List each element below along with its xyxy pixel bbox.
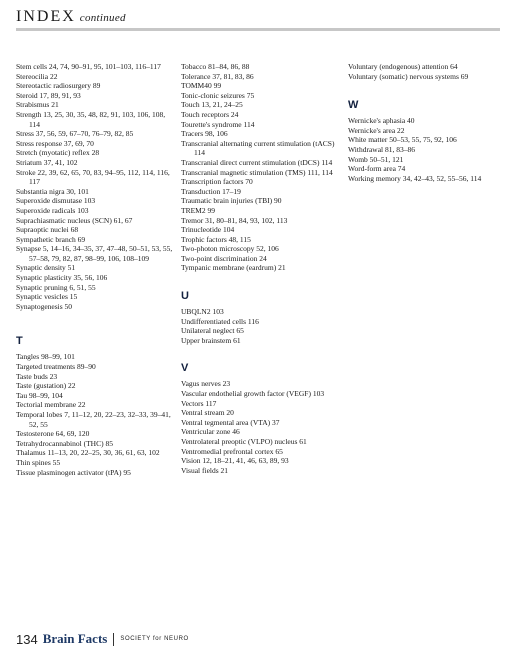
index-entry: Withdrawal 81, 83–86 xyxy=(348,144,415,154)
index-entry: Stereotactic radiosurgery 89 xyxy=(16,81,101,91)
index-entry: Superoxide dismutase 103 xyxy=(16,196,96,206)
index-entry: Undifferentiated cells 116 xyxy=(181,316,259,326)
index-entry: Transcription factors 70 xyxy=(181,177,253,187)
index-entry: Ventral tegmental area (VTA) 37 xyxy=(181,417,280,427)
index-entry: Womb 50–51, 121 xyxy=(348,154,404,164)
index-entry: Stress 37, 56, 59, 67–70, 76–79, 82, 85 xyxy=(16,129,134,139)
index-entry: Targeted treatments 89–90 xyxy=(16,362,96,372)
index-entry: Strabismus 21 xyxy=(16,100,59,110)
index-entry: Stroke 22, 39, 62, 65, 70, 83, 94–95, 112, 114, 116, 117 xyxy=(16,167,170,187)
index-entry: Visual fields 21 xyxy=(181,465,229,475)
index-title-continued: continued xyxy=(79,12,126,24)
index-entry: Superoxide radicals 103 xyxy=(16,205,89,215)
index-entry: Vectors 117 xyxy=(181,398,217,408)
index-entry: Vagus nerves 23 xyxy=(181,379,231,389)
index-entry: Wernicke's aphasia 40 xyxy=(348,116,415,126)
index-entry: Voluntary (somatic) nervous systems 69 xyxy=(348,71,469,81)
index-entry: Stereocilia 22 xyxy=(16,71,58,81)
society-logo-text: SOCIETY for NEURO xyxy=(120,636,189,642)
index-entry: Substantia nigra 30, 101 xyxy=(16,186,89,196)
index-entry: Two-point discrimination 24 xyxy=(181,253,267,263)
index-column-1 xyxy=(16,62,174,477)
index-entry: Tectorial membrane 22 xyxy=(16,400,86,410)
index-entry: Word-form area 74 xyxy=(348,164,406,174)
index-entry: TOMM40 99 xyxy=(181,81,222,91)
index-entry: Synaptic density 51 xyxy=(16,263,76,273)
index-entry: Tau 98–99, 104 xyxy=(16,390,63,400)
index-entry: Transduction 17–19 xyxy=(181,186,241,196)
index-entry: Taste (gustation) 22 xyxy=(16,381,76,391)
index-entry: Stem cells 24, 74, 90–91, 95, 101–103, 116–117 xyxy=(16,62,161,71)
index-entry: Stretch (myotatic) reflex 28 xyxy=(16,148,100,158)
index-title-main: INDEX xyxy=(16,8,76,25)
index-entry: Synaptic plasticity 35, 56, 106 xyxy=(16,273,108,283)
header-rule xyxy=(16,28,500,31)
section-letter: T xyxy=(16,335,23,348)
index-entry: Tympanic membrane (eardrum) 21 xyxy=(181,263,286,273)
index-entry: Tremor 31, 80–81, 84, 93, 102, 113 xyxy=(181,215,288,225)
index-entry: Ventral stream 20 xyxy=(181,408,234,418)
index-entry: Vision 12, 18–21, 41, 46, 63, 89, 93 xyxy=(181,456,289,466)
index-entry: Transcranial direct current stimulation (tDCS) 114 xyxy=(181,157,333,167)
index-entry: Stress response 37, 69, 70 xyxy=(16,138,94,148)
index-entry: Tissue plasminogen activator (tPA) 95 xyxy=(16,467,131,477)
index-entry: Voluntary (endogenous) attention 64 xyxy=(348,62,458,71)
index-column-3 xyxy=(348,62,500,183)
index-entry: Trinucleotide 104 xyxy=(181,225,235,235)
index-entry: Striatum 37, 41, 102 xyxy=(16,157,78,167)
index-entry: Touch receptors 24 xyxy=(181,109,239,119)
index-entry: Two-photon microscopy 52, 106 xyxy=(181,244,279,254)
footer-divider xyxy=(113,633,114,646)
section-letter: V xyxy=(181,362,189,375)
index-entry: Wernicke's area 22 xyxy=(348,125,405,135)
page-header xyxy=(16,5,500,31)
index-entry: Working memory 34, 42–43, 52, 55–56, 114 xyxy=(348,173,482,183)
index-entry: Taste buds 23 xyxy=(16,371,58,381)
index-entry: Tetrahydrocannabinol (THC) 85 xyxy=(16,438,113,448)
index-entry: Tolerance 37, 81, 83, 86 xyxy=(181,71,254,81)
index-entry: Sympathetic branch 69 xyxy=(16,234,86,244)
index-entry: Ventricular zone 46 xyxy=(181,427,240,437)
index-entry: Ventromedial prefrontal cortex 65 xyxy=(181,446,283,456)
index-entry: TREM2 99 xyxy=(181,205,215,215)
book-title: Brain Facts xyxy=(42,631,108,646)
section-letter: W xyxy=(348,99,359,112)
index-entry: Synaptogenesis 50 xyxy=(16,301,73,311)
index-entry: Tangles 98–99, 101 xyxy=(16,352,75,362)
index-entry: Ventrolateral preoptic (VLPO) nucleus 61 xyxy=(181,437,307,446)
section-letter: U xyxy=(181,290,189,303)
index-entry: Synaptic pruning 6, 51, 55 xyxy=(16,282,96,292)
page-footer xyxy=(16,631,189,647)
index-title xyxy=(16,8,126,26)
page-number: 134 xyxy=(16,631,38,647)
index-entry: Steroid 17, 89, 91, 93 xyxy=(16,90,81,100)
index-entry: Transcranial alternating current stimulation (tACS) 114 xyxy=(181,138,335,158)
index-entry: Tourette's syndrome 114 xyxy=(181,119,255,129)
index-entry: Traumatic brain injuries (TBI) 90 xyxy=(181,196,282,206)
index-entry: Touch 13, 21, 24–25 xyxy=(181,100,243,110)
index-entry: Testosterone 64, 69, 120 xyxy=(16,429,90,439)
index-entry: Thalamus 11–13, 20, 22–25, 30, 36, 61, 63, 102 xyxy=(16,448,160,458)
index-entry: Synaptic vesicles 15 xyxy=(16,292,78,302)
index-entry: Supraoptic nuclei 68 xyxy=(16,225,79,235)
index-entry: Unilateral neglect 65 xyxy=(181,326,244,336)
index-entry: Trophic factors 48, 115 xyxy=(181,234,251,244)
index-entry: Synapse 5, 14–16, 34–35, 37, 47–48, 50–51, 53, 55, 57–58, 79, 82, 87, 98–99, 106, 108–109 xyxy=(16,244,173,263)
index-entry: UBQLN2 103 xyxy=(181,307,224,317)
index-entry: Vascular endothelial growth factor (VEGF) 103 xyxy=(181,389,325,399)
index-entry: Thin spines 55 xyxy=(16,457,61,467)
index-column-2 xyxy=(181,62,343,475)
index-entry: Temporal lobes 7, 11–12, 20, 22–23, 32–33, 39–41, 52, 55 xyxy=(16,410,171,429)
index-entry: Tracers 98, 106 xyxy=(181,129,228,139)
index-entry: Upper brainstem 61 xyxy=(181,335,241,345)
index-entry: Tobacco 81–84, 86, 88 xyxy=(181,62,250,71)
index-entry: White matter 50–53, 55, 75, 92, 106 xyxy=(348,135,457,145)
index-entry: Suprachiasmatic nucleus (SCN) 61, 67 xyxy=(16,215,133,225)
index-entry: Transcranial magnetic stimulation (TMS) 111, 114 xyxy=(181,167,333,177)
index-entry: Tonic-clonic seizures 75 xyxy=(181,90,255,100)
index-entry: Strength 13, 25, 30, 35, 48, 82, 91, 103, 106, 108, 114 xyxy=(16,109,166,129)
